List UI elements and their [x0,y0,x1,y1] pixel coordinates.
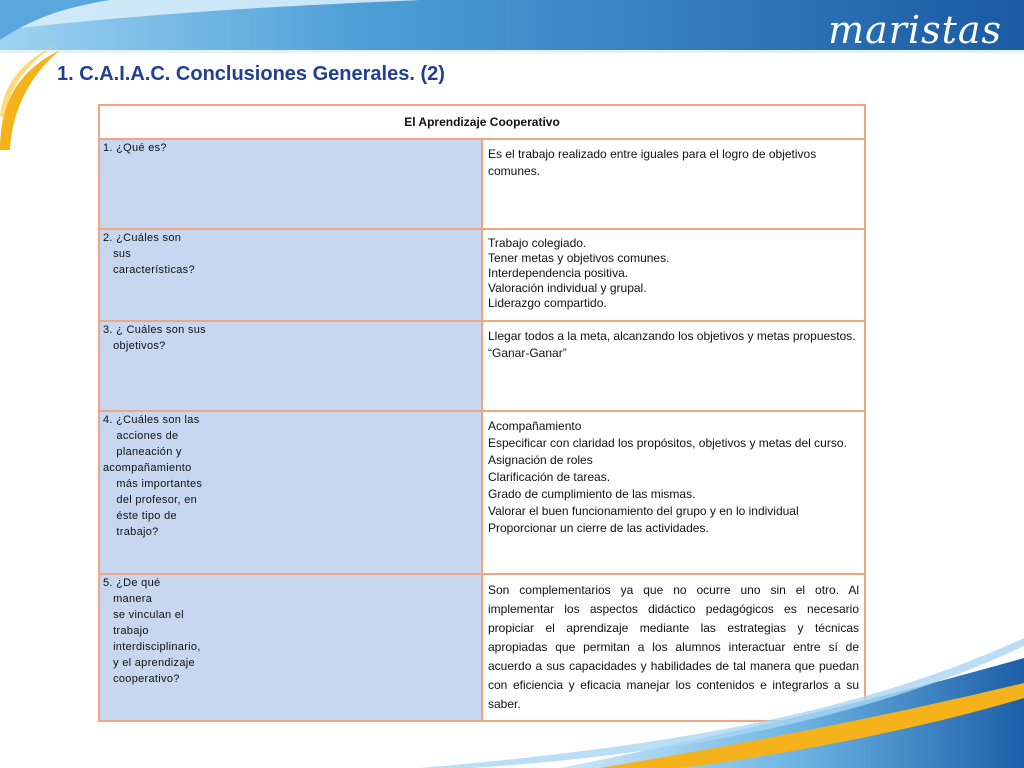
question-line: 1. ¿Qué es? [103,142,167,154]
table-row [99,321,865,411]
answer-line: Trabajo colegiado. [488,236,587,250]
question-line: del profesor, en [103,494,198,506]
answer-line: Valorar el buen funcionamiento del grupo y en lo individual [488,504,799,518]
answer-line: Asignación de roles [488,453,593,467]
table-row [99,411,865,574]
question-line: objetivos? [103,340,166,352]
question-line: sus [103,248,132,260]
question-line: interdisciplinario, [103,641,201,653]
question-line: 3. ¿ Cuáles son sus [103,324,206,336]
question-line: trabajo [103,625,149,637]
question-line: planeación y [103,446,182,458]
question-cell [99,411,482,574]
question-line: trabajo? [103,526,159,538]
answer-line: Liderazgo compartido. [488,296,607,310]
answer-line: Tener metas y objetivos comunes. [488,251,670,265]
answer-cell [482,229,865,321]
answer-paragraph: Son complementarios ya que no ocurre uno sin el otro. Al implementar los aspectos didáctico pedagógicos es necesario propiciar el aprendizaje mediante las estrategias y técnicas apropiadas que permitan a los alumnos interactuar entre sí de acuerdo a sus capacidades y habilidades de tal manera que puedan con eficiencia y eficacia manejar los contenidos e integrarlos a su saber. [488,583,859,711]
question-line: más importantes [103,478,203,490]
answer-cell [482,321,865,411]
answer-line: Especificar con claridad los propósitos, objetivos y metas del curso. [488,436,847,450]
table-header: El Aprendizaje Cooperativo [99,105,865,139]
answer-line: Interdependencia positiva. [488,266,629,280]
table-row [99,139,865,229]
answer-line: Proporcionar un cierre de las actividades. [488,521,709,535]
question-line: y el aprendizaje [103,657,195,669]
question-line: se vinculan el [103,609,184,621]
answer-line: Acompañamiento [488,419,582,433]
answer-line: Llegar todos a la meta, alcanzando los objetivos y metas propuestos. “Ganar-Ganar” [488,329,856,360]
answer-line: Valoración individual y grupal. [488,281,647,295]
question-line: manera [103,593,153,605]
question-line: características? [103,264,195,276]
cooperative-learning-table [98,104,866,722]
question-line: acompañamiento [103,462,192,474]
question-line: éste tipo de [103,510,177,522]
answer-cell [482,411,865,574]
footer-band [0,638,1024,768]
table-row [99,229,865,321]
question-line: acciones de [103,430,179,442]
question-line: cooperativo? [103,673,180,685]
answer-line: Grado de cumplimiento de las mismas. [488,487,696,501]
question-line: 4. ¿Cuáles son las [103,414,200,426]
question-cell [99,321,482,411]
answer-cell [482,139,865,229]
answer-line: Es el trabajo realizado entre iguales para el logro de objetivos comunes. [488,147,817,178]
slide-title: 1. C.A.I.A.C. Conclusiones Generales. (2) [57,63,445,85]
question-cell [99,229,482,321]
answer-line: Clarificación de tareas. [488,470,611,484]
question-cell [99,139,482,229]
question-line: 2. ¿Cuáles son [103,232,182,244]
question-line: 5. ¿De qué [103,577,161,589]
brand-logo: maristas [828,8,1002,52]
